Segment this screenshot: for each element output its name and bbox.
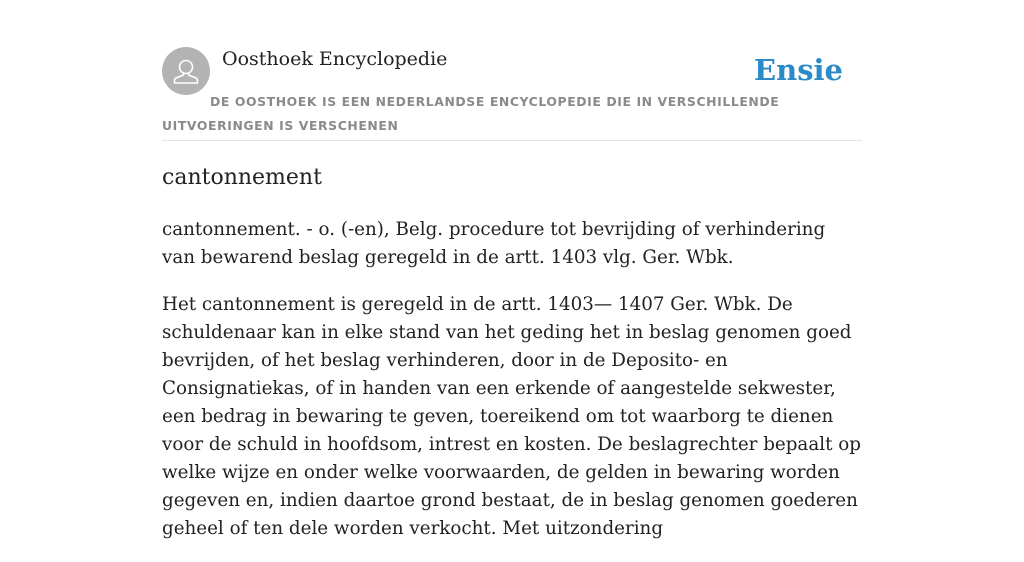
entry-definition: cantonnement. - o. (-en), Belg. procedure tot bevrijding of verhindering van bewarend beslag geregeld in de artt. 1403 vlg. Ger. Wbk. xyxy=(162,219,826,268)
site-tagline: DE OOSTHOEK IS EEN NEDERLANDSE ENCYCLOPEDIE DIE IN VERSCHILLENDE UITVOERINGEN IS VERSCHENEN xyxy=(162,94,780,133)
user-avatar-icon[interactable] xyxy=(162,47,210,95)
entry-paragraph: Het cantonnement is geregeld in de artt. 1403— 1407 Ger. Wbk. De schuldenaar kan in elke stand van het geding het in beslag genomen goed bevrijden, of het beslag verhinderen, door in de Deposito- en Consignatiekas, of in handen van een erkende of aangestelde sekwester, een bedrag in bewaring te geven, toereikend om tot waarborg te dienen voor de schuld in hoofdsom, intrest en kosten. De beslagrechter bepaalt op welke wijze en onder welke voorwaarden, de gelden in bewaring worden gegeven en, indien daartoe grond bestaat, de in beslag genomen goederen geheel of ten dele worden verkocht. Met uitzondering xyxy=(162,294,861,539)
person-icon xyxy=(162,47,210,95)
entry-body xyxy=(162,216,862,562)
brand-logo-link[interactable]: Ensie xyxy=(754,53,843,87)
entry-title: cantonnement xyxy=(162,165,322,190)
site-header xyxy=(162,47,862,141)
site-title[interactable]: Oosthoek Encyclopedie xyxy=(222,48,448,70)
